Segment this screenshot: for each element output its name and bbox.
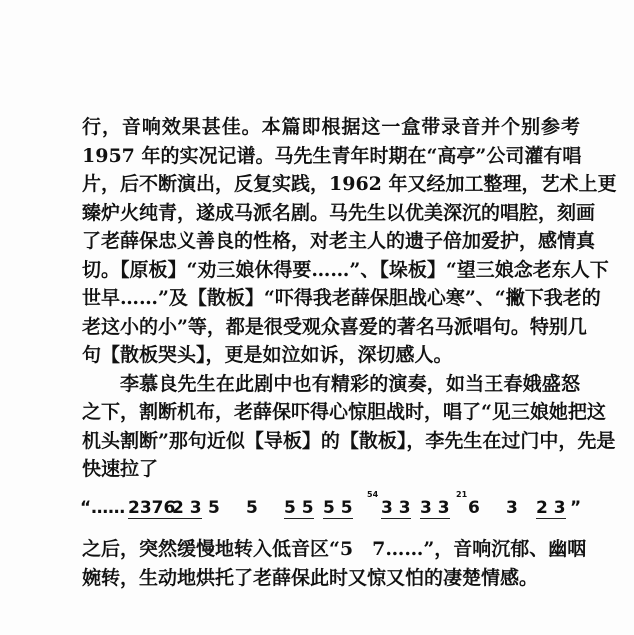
text-line: 老这小的小”等，都是很受观众喜爱的著名马派唱句。特别几 [82,316,587,338]
text-line: 行，音响效果甚佳。本篇即根据这一盒带录音并个别参考 [82,116,580,138]
grace-note: 21 [456,490,468,499]
text-line: 臻炉火纯青，遂成马派名剧。马先生以优美深沉的唱腔，刻画 [82,202,596,224]
text-line: 快速拉了 [82,458,159,480]
text-line: 片，后不断演出，反复实践，1962 年又经加工整理，艺术上更 [82,173,617,195]
text-line: 了老薛保忠义善良的性格，对老主人的遗子倍加爱护，感情真 [82,230,596,252]
grace-note: 54 [367,490,379,499]
text-line: 切。【原板】“劝三娘休得要……”、【垛板】“望三娘念老东人下 [82,259,609,281]
note-group: 3 3 [381,498,411,518]
text-line: 世早……”及【散板】“吓得我老薛保胆战心寒”、“撇下我老的 [82,287,601,309]
note-group: 3 [506,498,518,518]
text-line: 机头割断”那句近似【导板】的【散板】，李先生在过门中，先是 [82,430,616,452]
note-group: 5 [208,498,220,518]
text-line: 婉转，生动地烘托了老薛保此时又惊又怕的凄楚情感。 [82,567,539,589]
text-line: 1957 年的实况记谱。马先生青年时期在“高亭”公司灌有唱 [82,145,582,167]
note-group: 2 3 [536,498,566,518]
note-group: 2 3 [172,498,202,518]
note-group: 6 [468,498,480,518]
note-group: 5 5 [284,498,314,518]
text-line: 之下，割断机布，老薛保吓得心惊胆战时，唱了“见三娘她把这 [82,401,606,423]
notation-close: ” [570,498,582,518]
text-line: 李慕良先生在此剧中也有精彩的演奏，如当王春娥盛怒 [120,373,580,395]
text-line: 之后，突然缓慢地转入低音区“5 7……”，音响沉郁、幽咽 [82,538,587,560]
note-group: 2376 [128,498,176,518]
text-line: 句【散板哭头】，更是如泣如诉，深切感人。 [82,344,453,366]
note-group: 5 5 [323,498,353,518]
note-group: 5 [246,498,258,518]
note-group: 3 3 [420,498,450,518]
notation-open: “…… [80,498,126,518]
